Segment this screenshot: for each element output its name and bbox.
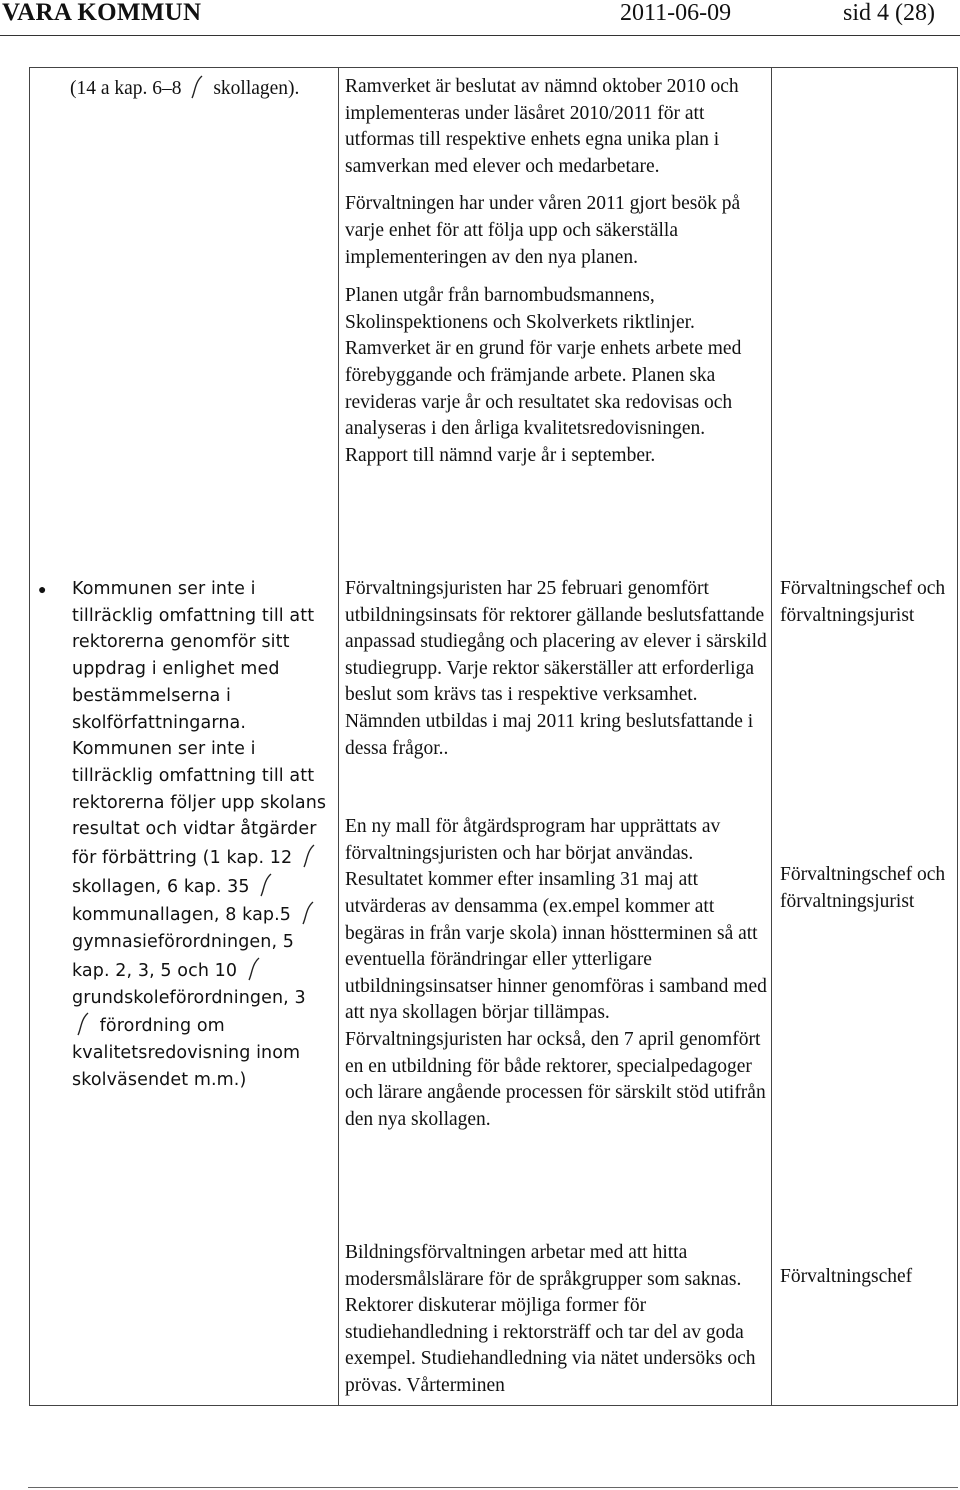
organization-name: VARA KOMMUN (2, 0, 202, 26)
section-sign-icon (297, 900, 319, 926)
row3-responsible-1: Förvaltningschef (780, 1266, 913, 1287)
row2-left-cell (72, 576, 332, 1093)
row1-paragraph-2: Förvaltningen har under våren 2011 gjort besök på varje enhet för att följa upp och säkerställa implementeringen av den nya planen. (345, 193, 741, 268)
table-border-top (29, 67, 958, 68)
row2-middle-cell (345, 576, 770, 1133)
row3-middle-cell (345, 1240, 770, 1400)
row1-paragraph-3: Planen utgår från barnombudsmannens, Skolinspektionens och Skolverkets riktlinjer. Ramverket är en grund för varje enhets arbete med förebyggande och främjande arbete. Planen ska revideras varje år och resultatet ska redovisas och analyseras i den årliga kvalitetsredovisningen. Rapport till nämnd varje år i september. (345, 285, 742, 466)
row1-middle-cell (345, 74, 770, 469)
page-header (0, 0, 960, 36)
column-divider-2 (771, 67, 772, 1406)
section-sign-icon (255, 872, 277, 898)
row2-responsible-1: Förvaltningschef och förvaltningsjurist (780, 578, 946, 626)
section-sign-icon (243, 956, 265, 982)
table-border-right (957, 67, 958, 1406)
row2-left-text-f: förordning om kvalitetsredovisning inom skolväsendet m.m.) (72, 1016, 301, 1090)
row2-left-text-b: skollagen, 6 kap. 35 (72, 876, 250, 897)
page-number: sid 4 (28) (843, 0, 935, 26)
row3-paragraph-1: Bildningsförvaltningen arbetar med att hitta modersmålslärare för de språkgrupper som saknas. Rektorer diskuterar möjliga former för studiehandledning i rektorsträff och tar del av goda exempel. Studiehandledning via nätet undersöks och prövas. Vårterminen (345, 1242, 756, 1396)
table-border-left (29, 67, 30, 1406)
row1-left-cell (70, 74, 338, 103)
section-sign-icon (72, 1011, 94, 1037)
table-border-bottom (29, 1405, 958, 1406)
row2-left-text-d: gymnasieförordningen, 5 kap. 2, 3, 5 och 10 (72, 932, 295, 981)
row1-paragraph-1: Ramverket är beslutat av nämnd oktober 2010 och implementeras under läsåret 2010/2011 för att utformas till respektive enhets egna unika plan i samverkan med elever och medarbetare. (345, 76, 739, 177)
header-rule (0, 35, 960, 36)
row1-left-text-a: (14 a kap. 6–8 (70, 78, 187, 99)
bullet-icon: ● (38, 583, 47, 598)
section-sign-icon (298, 843, 320, 869)
section-sign-icon (186, 74, 208, 100)
document-date: 2011-06-09 (620, 0, 732, 26)
row2-left-text-e: grundskoleförordningen, 3 (72, 987, 306, 1008)
row2-paragraph-1: Förvaltningsjuristen har 25 februari genomfört utbildningsinsats för rektorer gällande beslutsfattande anpassad studiegång och placering av elever i särskild studiegrupp. Varje rektor säkerställer att erforderliga beslut som krävs tas i respektive verksamhet. Nämnden utbildas i maj 2011 kring beslutsfattande i dessa frågor.. (345, 578, 767, 759)
row2-left-text-a: Kommunen ser inte i tillräcklig omfattning till att rektorerna genomför sitt uppdrag i enlighet med bestämmelserna i skolförfattningarna. Kommunen ser inte i tillräcklig omfattning till att rektorerna följer upp skolans resultat och vidtar åtgärder för förbättring (1 kap. 12 (72, 579, 327, 869)
row2-responsible-2: Förvaltningschef och förvaltningsjurist (780, 864, 946, 912)
footer-rule (28, 1487, 958, 1488)
column-divider-1 (338, 67, 339, 1406)
row2-left-text-c: kommunallagen, 8 kap.5 (72, 905, 292, 926)
row2-paragraph-2: En ny mall för åtgärdsprogram har upprättats av förvaltningsjuristen och har börjat användas. Resultatet kommer efter insamling 31 maj att utvärderas av densamma (ex.empel kommer att begäras in från varje skola) innan höstterminen så att eventuella förändringar eller ytterligare utbildningsinsatser hinner genomföras i samband med att nya skollagen börjar tillämpas. Förvaltningsjuristen har också, den 7 april genomfört en en utbildning för både rektorer, specialpedagoger och lärare angående processen för särskilt stöd utifrån den nya skollagen. (345, 816, 767, 1130)
row1-left-text-b: skollagen). (208, 78, 300, 99)
